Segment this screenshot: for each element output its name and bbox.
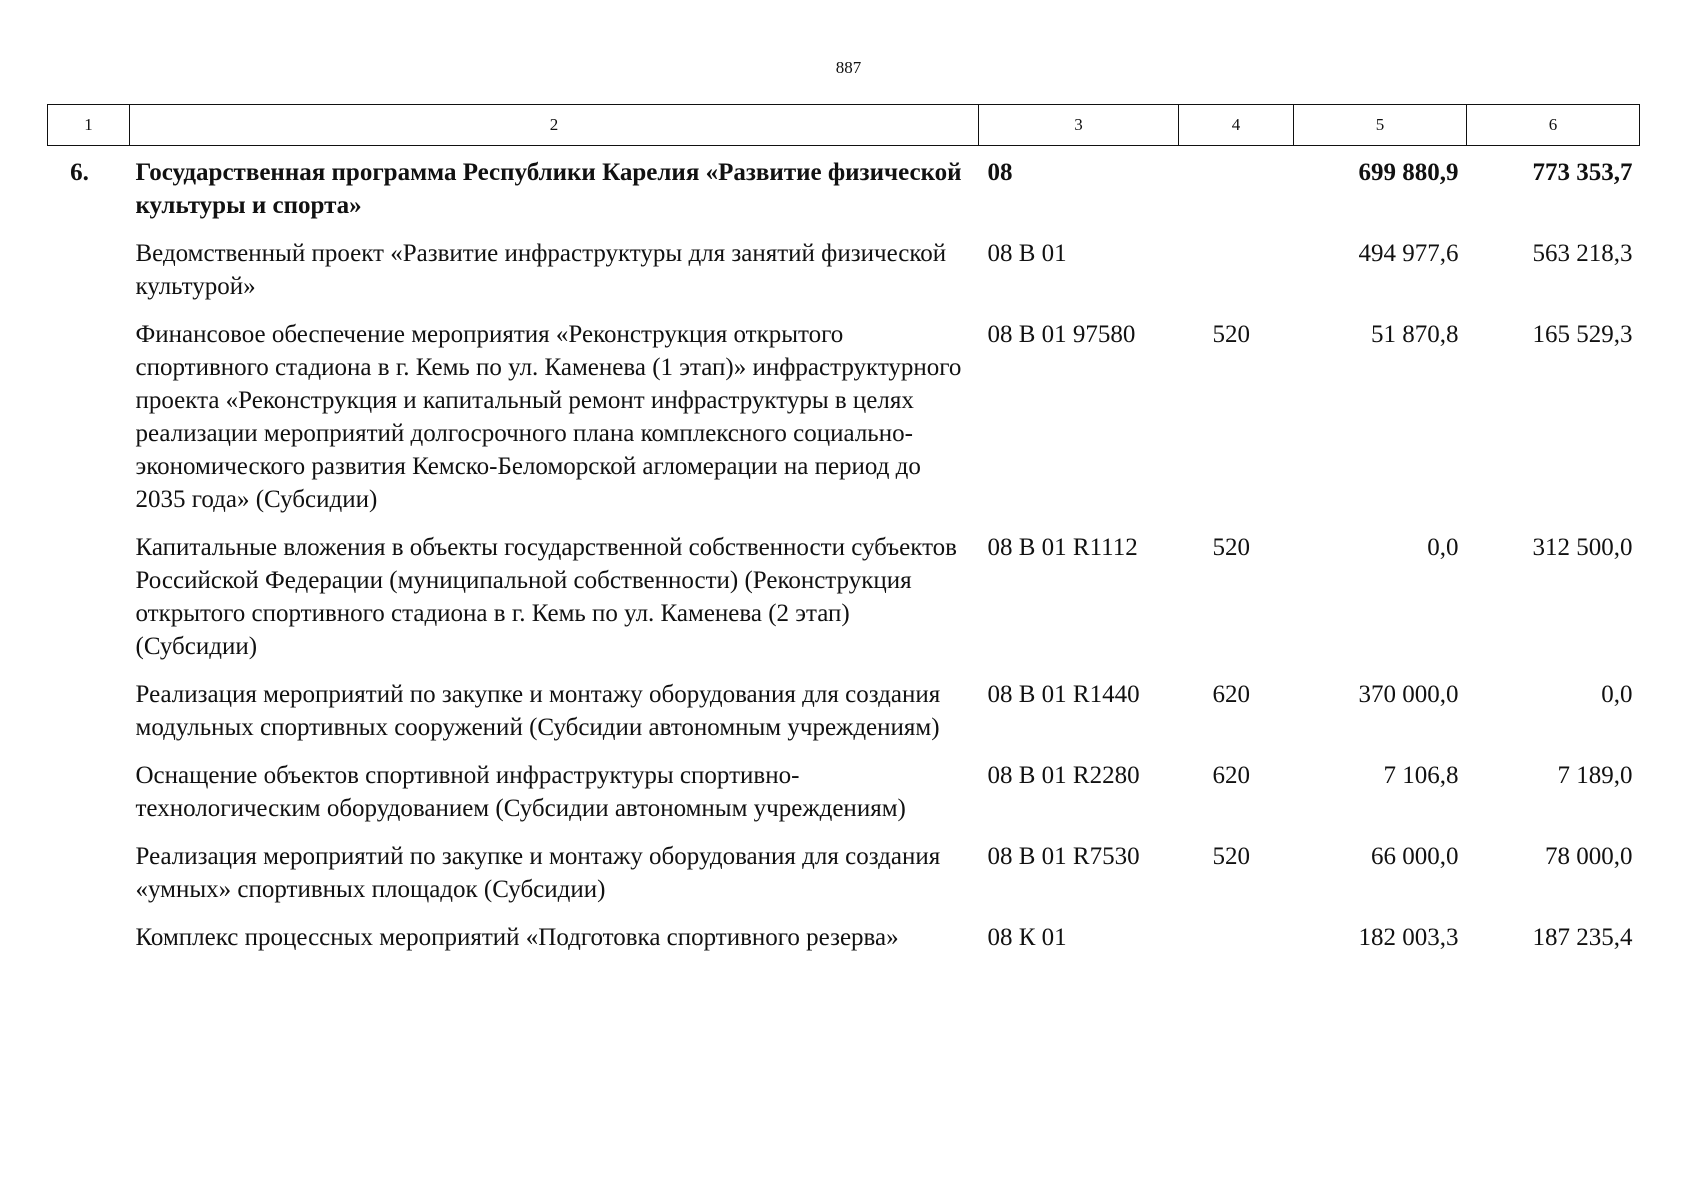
row-name: Государственная программа Республики Карелия «Развитие физической культуры и спорта»	[135, 159, 962, 219]
header-col-4: 4	[1179, 105, 1294, 146]
budget-table	[47, 104, 1640, 969]
header-col-1: 1	[48, 105, 130, 146]
row-sum-col-6: 7 189,0	[1557, 762, 1633, 789]
row-sum-col-6: 0,0	[1601, 681, 1633, 708]
row-sum-col-5: 494 977,6	[1358, 240, 1459, 267]
row-number	[48, 318, 130, 531]
row-expense-type	[1179, 921, 1294, 969]
table-row	[48, 678, 1640, 759]
header-col-5: 5	[1294, 105, 1467, 146]
row-name: Ведомственный проект «Развитие инфраструктуры для занятий физической культурой»	[135, 240, 947, 300]
row-code: 08 В 01 97580	[987, 321, 1136, 348]
row-name: Финансовое обеспечение мероприятия «Реконструкция открытого спортивного стадиона в г. Кемь по ул. Каменева (1 этап)» инфраструктурного проекта «Реконструкция и капитальный ремонт инфраструктуры в целях реализации мероприятий долгосрочного плана комплексного социально-экономического развития Кемско-Беломорской агломерации на период до 2035 года» (Субсидии)	[135, 321, 962, 513]
row-expense-type: 620	[1212, 762, 1250, 789]
row-name: Комплекс процессных мероприятий «Подготовка спортивного резерва»	[135, 924, 899, 951]
row-number	[48, 237, 130, 318]
header-col-2: 2	[130, 105, 979, 146]
row-code: 08 В 01 R1112	[987, 534, 1138, 561]
row-code: 08 К 01	[987, 924, 1067, 951]
row-number	[48, 759, 130, 840]
table-row	[48, 921, 1640, 969]
table-row	[48, 840, 1640, 921]
table-header	[48, 105, 1640, 146]
row-code: 08 В 01 R2280	[987, 762, 1140, 789]
row-code: 08 В 01 R7530	[987, 843, 1140, 870]
row-sum-col-6: 187 235,4	[1532, 924, 1633, 951]
row-sum-col-6: 78 000,0	[1545, 843, 1633, 870]
row-number	[48, 840, 130, 921]
row-code: 08 В 01	[987, 240, 1067, 267]
row-number	[48, 531, 130, 678]
row-name: Оснащение объектов спортивной инфраструктуры спортивно-технологическим оборудованием (Субсидии автономным учреждениям)	[135, 762, 906, 822]
row-sum-col-5: 7 106,8	[1383, 762, 1459, 789]
row-number	[48, 678, 130, 759]
row-code: 08	[987, 159, 1013, 186]
row-sum-col-5: 182 003,3	[1358, 924, 1459, 951]
row-name: Реализация мероприятий по закупке и монтажу оборудования для создания «умных» спортивных площадок (Субсидии)	[135, 843, 941, 903]
row-sum-col-5: 699 880,9	[1358, 159, 1459, 186]
row-expense-type: 520	[1212, 321, 1250, 348]
header-row	[48, 105, 1640, 146]
table-row	[48, 531, 1640, 678]
row-sum-col-6: 563 218,3	[1532, 240, 1633, 267]
row-expense-type: 520	[1212, 534, 1250, 561]
row-number: 6.	[70, 159, 89, 186]
row-sum-col-6: 165 529,3	[1532, 321, 1633, 348]
row-sum-col-5: 370 000,0	[1358, 681, 1459, 708]
row-expense-type: 620	[1212, 681, 1250, 708]
table-row	[48, 146, 1640, 238]
page-number: 887	[835, 58, 862, 77]
table-row	[48, 318, 1640, 531]
row-code: 08 В 01 R1440	[987, 681, 1140, 708]
row-sum-col-5: 66 000,0	[1371, 843, 1459, 870]
header-col-6: 6	[1467, 105, 1640, 146]
table-row	[48, 759, 1640, 840]
row-sum-col-5: 0,0	[1427, 534, 1459, 561]
row-name: Капитальные вложения в объекты государственной собственности субъектов Российской Федерации (муниципальной собственности) (Реконструкция открытого спортивного стадиона в г. Кемь по ул. Каменева (2 этап) (Субсидии)	[135, 534, 957, 660]
header-col-3: 3	[979, 105, 1179, 146]
table-row	[48, 237, 1640, 318]
row-name: Реализация мероприятий по закупке и монтажу оборудования для создания модульных спортивных сооружений (Субсидии автономным учреждениям)	[135, 681, 941, 741]
table-body	[48, 146, 1640, 970]
row-sum-col-5: 51 870,8	[1371, 321, 1459, 348]
row-expense-type	[1179, 237, 1294, 318]
row-sum-col-6: 773 353,7	[1532, 159, 1633, 186]
row-expense-type	[1179, 146, 1294, 238]
row-expense-type: 520	[1212, 843, 1250, 870]
row-sum-col-6: 312 500,0	[1532, 534, 1633, 561]
row-number	[48, 921, 130, 969]
